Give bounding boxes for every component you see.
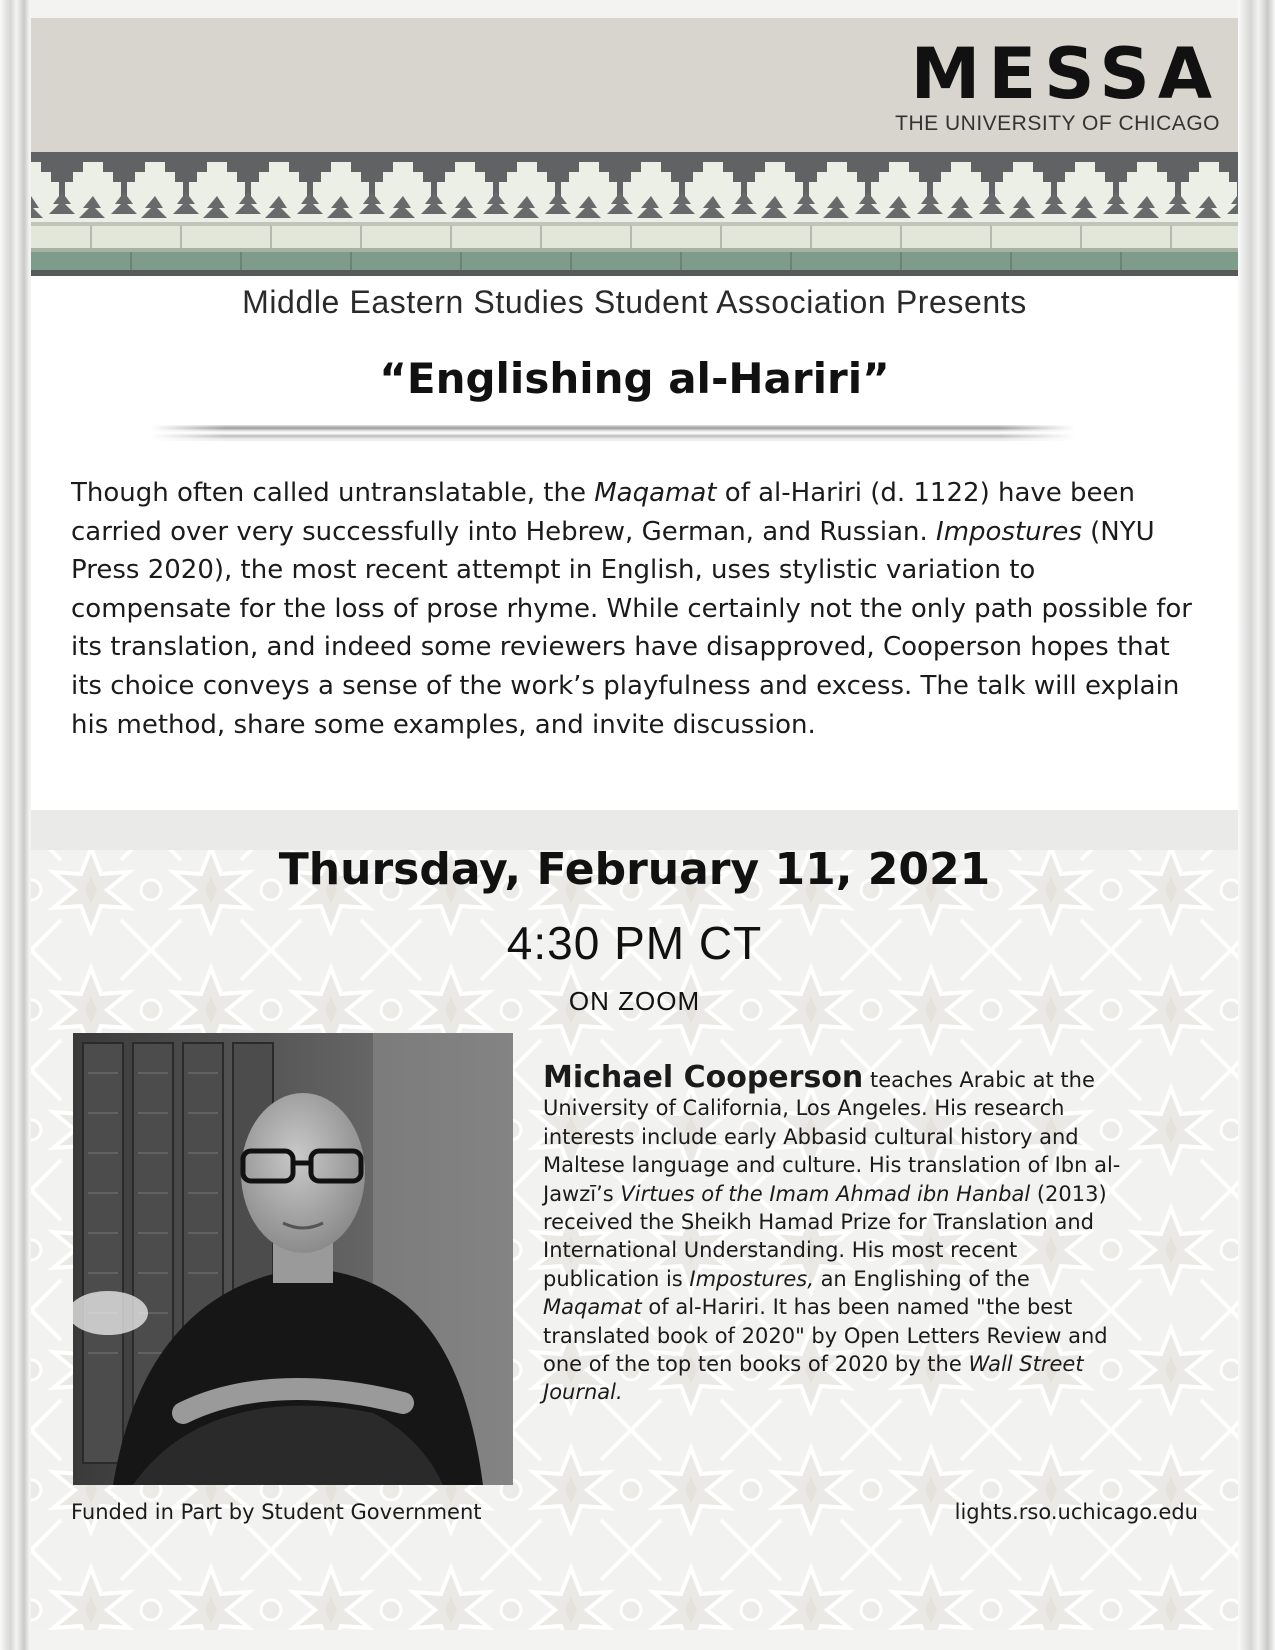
speaker-portrait-illustration (73, 1033, 513, 1485)
right-frame-rail (1238, 0, 1275, 1650)
tile-border-image (31, 152, 1238, 276)
header-band (31, 18, 1238, 152)
left-frame-rail (0, 0, 30, 1650)
bio-text: (2013) received the Sheikh Hamad Prize for Translation and International Understanding. His most recent publication is (543, 1181, 1107, 1291)
zellige-tile-pattern (31, 152, 1238, 276)
bio-italic: Impostures, (689, 1266, 814, 1291)
event-title: “Englishing al-Hariri” (379, 354, 890, 403)
speaker-photo (73, 1033, 513, 1485)
abstract-text: of al-Hariri (d. 1122) have been carried over very successfully into Hebrew, German, and Russian. (71, 478, 1136, 547)
abstract-italic: Impostures (936, 516, 1082, 547)
title-divider (151, 425, 1075, 441)
messa-logo (895, 33, 1220, 136)
event-time: 4:30 PM CT (506, 917, 763, 969)
speaker-bio (543, 1060, 1133, 1407)
bio-text: an Englishing of the (813, 1266, 1030, 1291)
event-venue: ON ZOOM (568, 986, 701, 1016)
event-date: Thursday, February 11, 2021 (278, 844, 991, 895)
bio-text: teaches Arabic at the University of California, Los Angeles. His research interests include early Abbasid cultural history and Maltese language and culture. His translation of Ibn al-Jawzī’s (543, 1068, 1121, 1206)
speaker-name: Michael Cooperson (543, 1060, 864, 1095)
website-link[interactable]: lights.rso.uchicago.edu (954, 1500, 1198, 1524)
bio-italic: Virtues of the Imam Ahmad ibn Hanbal (620, 1181, 1031, 1206)
funding-note: Funded in Part by Student Government (71, 1500, 482, 1524)
talk-abstract (71, 474, 1201, 744)
logo-subtitle: THE UNIVERSITY OF CHICAGO (895, 112, 1220, 135)
bio-italic: Wall Street Journal. (543, 1352, 1084, 1405)
abstract-text: (NYU Press 2020), the most recent attempt in English, uses stylistic variation to compensate for the loss of prose rhyme. While certainly not the only path possible for its translation, and indeed some reviewers have disapproved, Cooperson hopes that its choice conveys a sense of the work’s playfulness and excess. The talk will explain his method, share some examples, and invite discussion. (71, 516, 1192, 740)
bio-italic: Maqamat (543, 1295, 642, 1320)
abstract-italic: Maqamat (594, 478, 717, 508)
presenter-line: Middle Eastern Studies Student Association Presents (242, 284, 1027, 320)
abstract-text: Though often called untranslatable, the (71, 478, 595, 508)
logo-name: MESSA (910, 33, 1220, 115)
flyer-sheet (31, 18, 1238, 1630)
bio-text: of al-Hariri. It has been named "the best translated book of 2020" by Open Letters Review and one of the top ten books of 2020 by the (543, 1295, 1108, 1377)
